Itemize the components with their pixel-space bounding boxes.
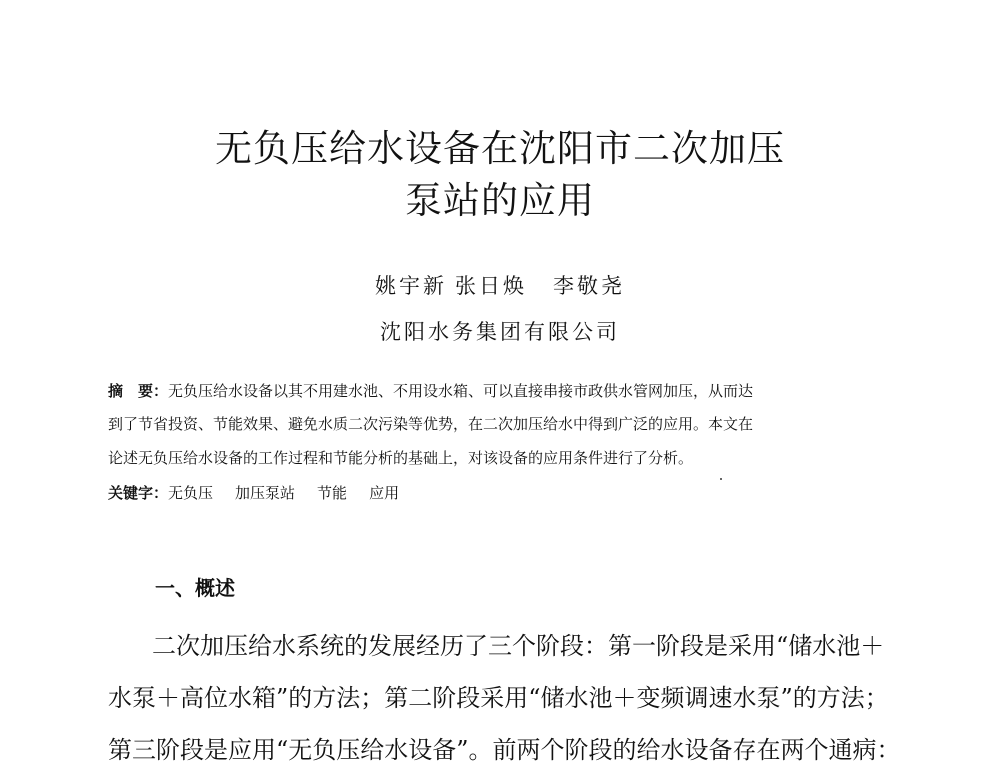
abstract-text: 无负压给水设备以其不用建水池、不用设水箱、可以直接串接市政供水管网加压，从而达 [168, 382, 754, 400]
author-list [0, 270, 1000, 300]
section-heading: 一、概述 [155, 576, 235, 600]
keyword: 无负压 [168, 484, 214, 502]
abstract-label: 摘 要： [108, 382, 169, 400]
author-affiliation: 沈阳水务集团有限公司 [380, 320, 620, 344]
scan-speck [720, 478, 722, 480]
abstract-line-3: 论述无负压给水设备的工作过程和节能分析的基础上，对该设备的应用条件进行了分析。 [108, 449, 694, 467]
keywords [108, 482, 421, 503]
paper-title-line-1: 无负压给水设备在沈阳市二次加压 [215, 127, 785, 170]
keyword: 节能 [317, 484, 348, 502]
keyword: 加压泵站 [235, 484, 296, 502]
author-name: 张日焕 [455, 274, 527, 298]
body-paragraph-line: 二次加压给水系统的发展经历了三个阶段：第一阶段是采用“储水池＋ [152, 632, 885, 660]
abstract-line-1 [108, 381, 884, 401]
keyword: 应用 [369, 484, 400, 502]
keywords-label: 关键字： [108, 484, 169, 502]
abstract-line-2: 到了节省投资、节能效果、避免水质二次污染等优势，在二次加压给水中得到广泛的应用。本文在 [108, 415, 754, 433]
paper-title-line-2: 泵站的应用 [405, 179, 595, 222]
body-paragraph-line: 第三阶段是应用“无负压给水设备”。前两个阶段的给水设备存在两个通病： [108, 736, 901, 764]
body-paragraph-line: 水泵＋高位水箱”的方法；第二阶段采用“储水池＋变频调速水泵”的方法； [108, 684, 889, 712]
author-name: 李敬尧 [553, 274, 625, 298]
author-name: 姚宇新 [375, 274, 447, 298]
